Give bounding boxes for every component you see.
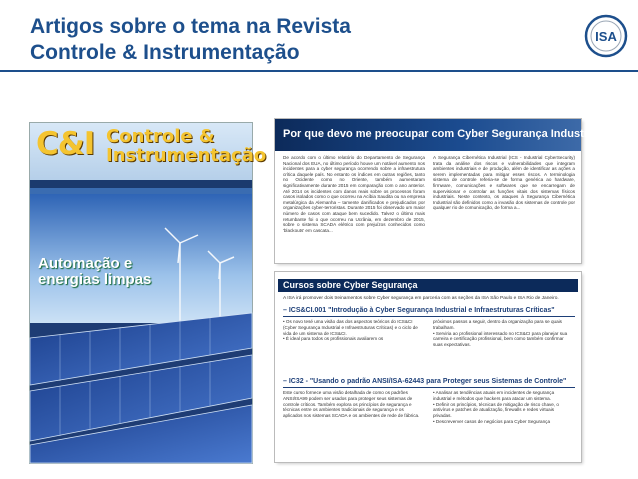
cover-brand-line1: Controle & xyxy=(106,126,215,147)
course-details-left xyxy=(283,319,423,342)
course-details-right xyxy=(433,390,573,425)
article-column-right xyxy=(433,155,575,211)
cover-brand-line2: Instrumentação xyxy=(106,145,267,166)
course-description: Este curso fornece uma visão detalhada de como os padrões ANSI/ISA99 podem ser usados para proteger seus sistemas de controle críticos. Também explora os princípios de segurança e técnicas entre os ambientes tradicionais de segurança e os aplicados nos sistemas SCADA e os ambientes de rede de fábrica. xyxy=(283,390,420,419)
course-ics-ci-001 xyxy=(283,306,575,348)
course-bullet: • Serviria ao profissional interessado no ICS&CI para planejar sua carreira e certificação profissional, bem como também confirmar suas expectativas. xyxy=(433,330,568,348)
slide-title-line1: Artigos sobre o tema na Revista xyxy=(30,15,351,38)
cover-brand xyxy=(106,127,266,165)
course-divider xyxy=(283,316,575,317)
cover-headline-line2: energias limpas xyxy=(38,271,152,288)
courses-heading: Cursos sobre Cyber Segurança xyxy=(283,280,418,290)
slide-title xyxy=(30,14,450,66)
article-heading: Por que devo me preocupar com Cyber Segurança Industrial (ICS)? xyxy=(283,128,636,140)
article-column-left xyxy=(283,155,425,233)
article-paragraph: De acordo com o último relatório do Departamento de Segurança Nacional dos EUA, no último período houve um notável aumento nos incidentes para a cyber segurança ocorrendo sobre a infraestrutura crítica daquele país. No entanto os índices em outras regiões, tanto no Ocidente como no Oriente, também aumentaram significativamente durante 2015 em comparação com o ano anterior. Até 2014 os incidentes com danos reais sobre os processos foram casos isolados como o que ocorreu na Acíbia Saudita ou na empresa metalúrgica da Alemanha – tamente danificados e prejudicados por organizações cyber-terroristas. Durante 2015 foi observado um maior número de casos com ataque bem sucedido. Talvez o último mais retumbante foi o que ocorreu na Ucrânia, em dezembro de 2015, sobre o sistema SCADA elétrico com prejuízos conhecidos como 'blackouts' em cascata... xyxy=(283,155,425,233)
isa-logo-icon xyxy=(584,14,628,58)
course-bullet: • Descreverver casos de negócios para Cyber Segurança xyxy=(433,418,551,424)
course-bullet: • Analisar as tendências atuais em incidentes de segurança industrial e métodos que hackers para atacar um sistema. xyxy=(433,390,555,401)
courses-intro: A ISA irá promover dois treinamentos sobre Cyber segurança em parceria com as seções da ISA São Paulo e ISA Rio de Janeiro. xyxy=(283,296,559,301)
course-bullet: • Definir os princípios, técnicas de mitigação de risco chave, o antivírus e patches de atualização, firewalls e redes virtuais privadas. xyxy=(433,401,559,419)
slide-title-line2: Controle & Instrumentação xyxy=(30,41,300,64)
course-bullet: • Os novo tesé uma visão das dos aspectos teóricos do ICS&CI (Cyber Segurança Industrial e Infraestruturas Críticas) e o ciclo de vida de um sistema de ICS&CI. xyxy=(283,319,418,336)
course-ic32 xyxy=(283,377,575,424)
course-title: – IC32 - "Usando o padrão ANSI/ISA-62443 para Proteger seus Sistemas de Controle" xyxy=(283,378,567,385)
course-details-right xyxy=(433,319,573,348)
title-divider xyxy=(0,70,638,72)
course-bullet: próximos passos a seguir, dentro da organização para se quais trabalham. xyxy=(433,319,562,330)
cover-info-strip xyxy=(30,180,252,188)
course-bullet: • É ideal para todos os profissionais avaliarem os xyxy=(283,336,384,342)
magazine-cover xyxy=(30,123,267,463)
cover-logo-mark: C&I xyxy=(36,126,95,162)
cover-info-strip-secondary xyxy=(30,188,252,194)
courses-page xyxy=(275,272,581,462)
cover-headline xyxy=(38,256,151,288)
article-page xyxy=(275,119,636,263)
article-paragraph: A Segurança Cibernética Industrial (ICS - Industrial CyberSecurity) trata da análise dos riscos e vulnerabilidades que integram ambientes industriais e de produção, além de identificar as ações a serem implementadas para mitigar esses riscos. A terminologia sistema de controle referia-se de forma genérica ao hardware, firmware, comunicações e softwares que se encarregam de supervisionar e controlar as funções vitais dos sistemas físicos industriais. Neste contexto, os ataques à Segurança Cibernética Industrial são definidos como a invasão dos sistemas de controle por qualquer rio de comunicação, de forma a... xyxy=(433,155,575,211)
cover-headline-line1: Automação e xyxy=(38,255,133,272)
logo-text: ISA xyxy=(595,29,617,44)
course-details-left xyxy=(283,390,423,419)
course-title: – ICS&CI.001 "Introdução à Cyber Segurança Industrial e Infraestruturas Críticas" xyxy=(283,307,555,314)
course-divider xyxy=(283,387,575,388)
